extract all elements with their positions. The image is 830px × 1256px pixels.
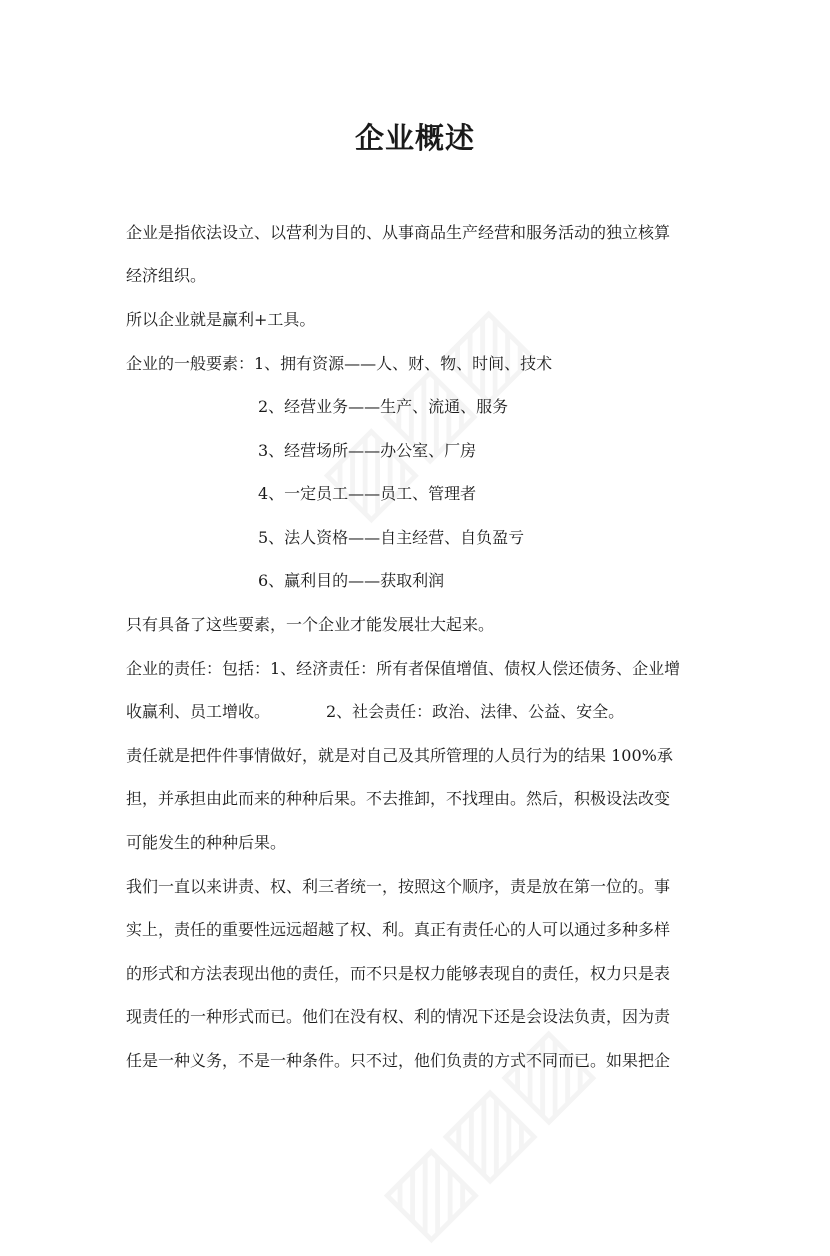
watermark — [360, 1007, 609, 1256]
paragraph-line: 2、经营业务——生产、流通、服务 — [258, 397, 509, 416]
paragraph-line: 可能发生的种种后果。 — [126, 833, 287, 852]
paragraph-line: 6、赢利目的——获取利润 — [258, 571, 445, 590]
paragraph-line: 的形式和方法表现出他的责任，而不只是权力能够表现自的责任，权力只是表 — [126, 964, 671, 983]
paragraph-line: 责任就是把件件事情做好，就是对自己及其所管理的人员行为的结果 100%承 — [126, 746, 673, 765]
paragraph-line: 只有具备了这些要素，一个企业才能发展壮大起来。 — [126, 615, 495, 634]
paragraph-line: 担，并承担由此而来的种种后果。不去推卸，不找理由。然后，积极设法改变 — [126, 789, 671, 808]
paragraph-line: 所以企业就是赢利+工具。 — [126, 310, 316, 329]
paragraph-line: 实上，责任的重要性远远超越了权、利。真正有责任心的人可以通过多种多样 — [126, 920, 671, 939]
paragraph-line: 现责任的一种形式而已。他们在没有权、利的情况下还是会设法负责，因为责 — [126, 1007, 671, 1026]
paragraph-line: 我们一直以来讲责、权、利三者统一，按照这个顺序，责是放在第一位的。事 — [126, 877, 671, 896]
paragraph-line: 企业的责任：包括：1、经济责任：所有者保值增值、债权人偿还债务、企业增 — [126, 659, 681, 678]
paragraph-line: 5、法人资格——自主经营、自负盈亏 — [258, 528, 525, 547]
paragraph-line: 经济组织。 — [126, 266, 207, 285]
paragraph-line: 收赢利、员工增收。 2、社会责任：政治、法律、公益、安全。 — [126, 702, 625, 721]
paragraph-line: 企业是指依法设立、以营利为目的、从事商品生产经营和服务活动的独立核算 — [126, 223, 671, 242]
paragraph-line: 4、一定员工——员工、管理者 — [258, 484, 477, 503]
paragraph-line: 企业的一般要素：1、拥有资源——人、财、物、时间、技术 — [126, 354, 553, 373]
document-title: 企业概述 — [354, 121, 475, 155]
paragraph-line: 任是一种义务，不是一种条件。只不过，他们负责的方式不同而已。如果把企 — [126, 1051, 671, 1070]
paragraph-line: 3、经营场所——办公室、厂房 — [258, 441, 477, 460]
